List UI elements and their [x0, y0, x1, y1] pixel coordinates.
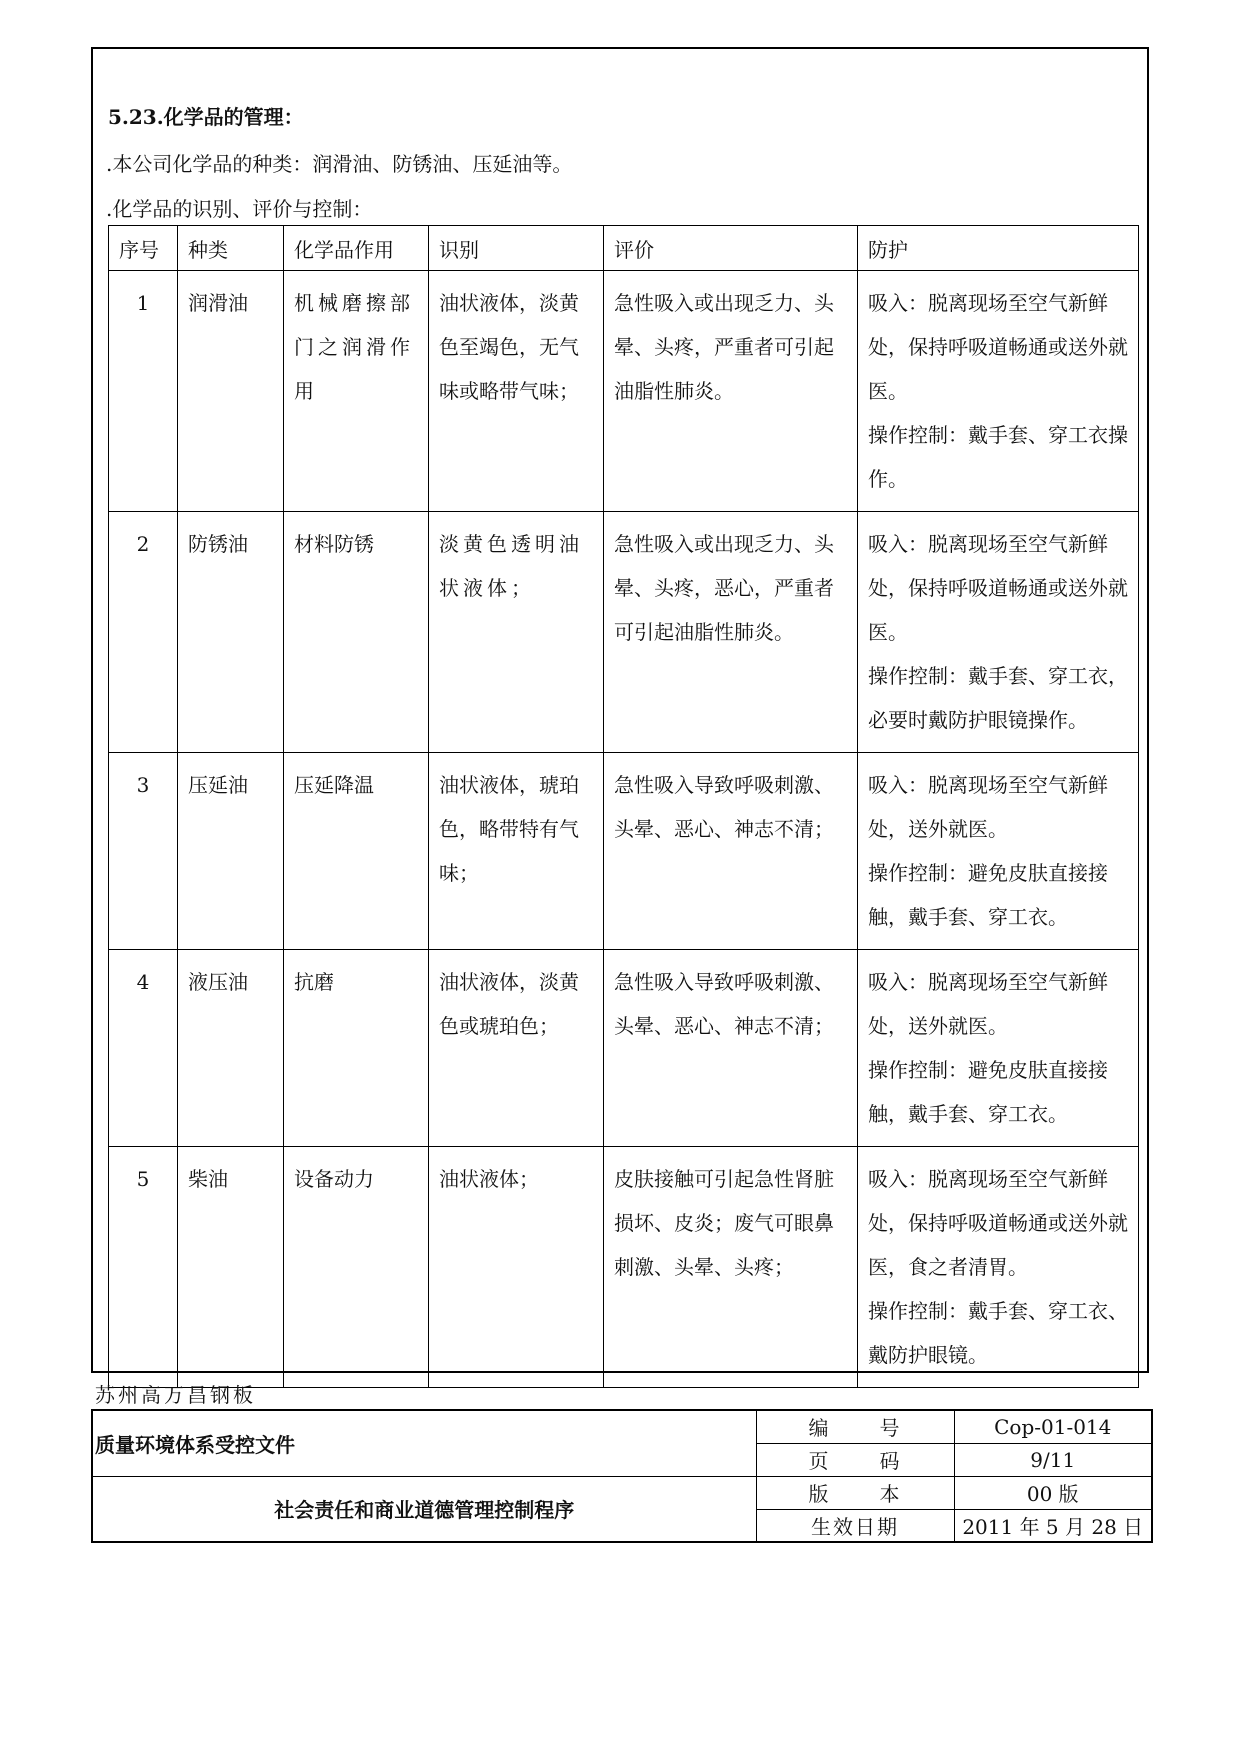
cell-type: 压延油	[178, 753, 284, 950]
cell-identify: 油状液体，淡黄色至竭色，无气味或略带气味；	[429, 271, 604, 512]
cell-use: 材料防锈	[284, 512, 429, 753]
company-name: 苏州高万昌钢板	[95, 1383, 256, 1407]
protect-operation: 操作控制：避免皮肤直接接触，戴手套、穿工衣。	[868, 861, 1108, 929]
version-value: 00 版	[954, 1476, 1152, 1509]
protect-operation: 操作控制：戴手套、穿工衣操作。	[868, 423, 1128, 491]
cell-type: 润滑油	[178, 271, 284, 512]
cell-evaluate: 急性吸入或出现乏力、头晕、头疼，严重者可引起油脂性肺炎。	[604, 271, 858, 512]
cell-use: 机械磨擦部门之润滑作用	[284, 271, 429, 512]
header-use: 化学品作用	[284, 226, 429, 271]
table-row	[109, 753, 1139, 950]
cell-type: 防锈油	[178, 512, 284, 753]
version-label: 版 本	[756, 1476, 954, 1509]
page-number-value: 9/11	[954, 1443, 1152, 1476]
cell-num: 2	[109, 512, 178, 753]
cell-protect	[858, 271, 1139, 512]
effective-date-value: 2011 年 5 月 28 日	[954, 1509, 1152, 1542]
document-control-block	[91, 1409, 1153, 1543]
cell-num: 4	[109, 950, 178, 1147]
cell-protect	[858, 512, 1139, 753]
table-row	[109, 1147, 1139, 1388]
chemical-table	[108, 225, 1139, 1388]
cell-protect	[858, 950, 1139, 1147]
doc-number-label: 编 号	[756, 1410, 954, 1443]
cell-type: 柴油	[178, 1147, 284, 1388]
protect-inhale: 吸入：脱离现场至空气新鲜处，送外就医。	[868, 970, 1108, 1038]
cell-type: 液压油	[178, 950, 284, 1147]
effective-date-label: 生效日期	[756, 1509, 954, 1542]
procedure-title: 社会责任和商业道德管理控制程序	[92, 1476, 756, 1542]
cell-evaluate: 急性吸入导致呼吸刺激、头晕、恶心、神志不清；	[604, 753, 858, 950]
cell-identify: 淡黄色透明油状液体；	[429, 512, 604, 753]
protect-operation: 操作控制：戴手套、穿工衣，必要时戴防护眼镜操作。	[868, 664, 1128, 732]
table-row	[109, 950, 1139, 1147]
chemical-control-subheading: .化学品的识别、评价与控制：	[106, 197, 373, 221]
protect-inhale: 吸入：脱离现场至空气新鲜处，保持呼吸道畅通或送外就医，食之者清胃。	[868, 1167, 1128, 1279]
doc-number-value: Cop-01-014	[954, 1410, 1152, 1443]
header-type: 种类	[178, 226, 284, 271]
cell-identify: 油状液体，琥珀色，略带特有气味；	[429, 753, 604, 950]
cell-evaluate: 急性吸入或出现乏力、头晕、头疼，恶心，严重者可引起油脂性肺炎。	[604, 512, 858, 753]
header-identify: 识别	[429, 226, 604, 271]
cell-identify: 油状液体，淡黄色或琥珀色；	[429, 950, 604, 1147]
cell-num: 5	[109, 1147, 178, 1388]
table-row	[109, 512, 1139, 753]
protect-operation: 操作控制：戴手套、穿工衣、戴防护眼镜。	[868, 1299, 1128, 1367]
cell-num: 3	[109, 753, 178, 950]
header-evaluate: 评价	[604, 226, 858, 271]
table-row	[109, 271, 1139, 512]
cell-num: 1	[109, 271, 178, 512]
cell-evaluate: 急性吸入导致呼吸刺激、头晕、恶心、神志不清；	[604, 950, 858, 1147]
table-header-row	[109, 226, 1139, 271]
controlled-document-label: 质量环境体系受控文件	[92, 1410, 756, 1476]
protect-operation: 操作控制：避免皮肤直接接触，戴手套、穿工衣。	[868, 1058, 1108, 1126]
protect-inhale: 吸入：脱离现场至空气新鲜处，保持呼吸道畅通或送外就医。	[868, 532, 1128, 644]
cell-protect	[858, 753, 1139, 950]
cell-use: 抗磨	[284, 950, 429, 1147]
cell-identify: 油状液体；	[429, 1147, 604, 1388]
cell-use: 压延降温	[284, 753, 429, 950]
header-num: 序号	[109, 226, 178, 271]
cell-use: 设备动力	[284, 1147, 429, 1388]
protect-inhale: 吸入：脱离现场至空气新鲜处，送外就医。	[868, 773, 1108, 841]
page-number-label: 页 码	[756, 1443, 954, 1476]
cell-protect	[858, 1147, 1139, 1388]
cell-evaluate: 皮肤接触可引起急性肾脏损坏、皮炎；废气可眼鼻刺激、头晕、头疼；	[604, 1147, 858, 1388]
header-protect: 防护	[858, 226, 1139, 271]
section-heading: 5.23.化学品的管理：	[108, 105, 304, 129]
chemical-types-paragraph: .本公司化学品的种类：润滑油、防锈油、压延油等。	[106, 152, 573, 176]
protect-inhale: 吸入：脱离现场至空气新鲜处，保持呼吸道畅通或送外就医。	[868, 291, 1128, 403]
